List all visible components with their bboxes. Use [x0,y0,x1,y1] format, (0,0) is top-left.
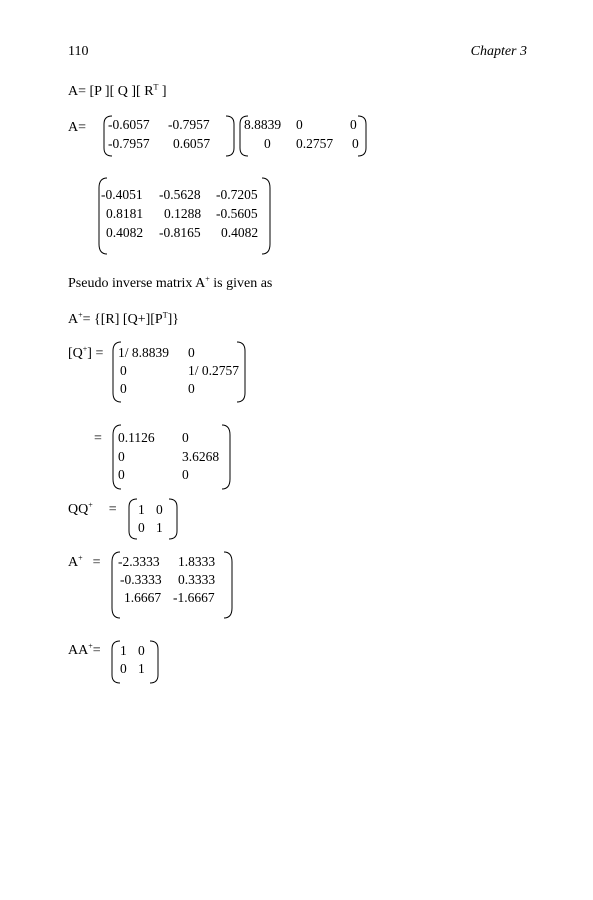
label-A: A= [68,120,87,135]
matrix-cell: -1.6667 [173,590,215,605]
pseudo-inverse-formula: A+= {[R] $[Q+][P^T]$} [68,310,179,327]
matrix-cell: 1/ 0.2757 [188,363,240,378]
label-Qplus: [Q+] = [68,344,104,361]
matrix-cell: 0.1126 [118,430,155,445]
label-QQplus: QQ+ = [68,500,117,517]
matrix-cell: 0 [120,363,127,378]
svd-formula: A= [P ][ Q ][ $R^T$ ] [68,82,167,99]
matrix-cell: 0 [138,643,145,658]
page-number: 110 [68,44,89,59]
matrix-cell: 0 [182,430,189,445]
right-paren [218,423,234,491]
matrix-cell: 3.6268 [182,449,220,464]
matrix-cell: 0 [120,661,127,676]
matrix-cell: -0.5628 [159,187,201,202]
right-paren [220,550,236,620]
matrix-cell: -0.7957 [108,136,150,151]
right-paren [258,176,274,256]
matrix-cell: -0.7957 [168,117,210,132]
matrix-cell: -0.8165 [159,225,201,240]
matrix-cell: 0 [352,136,359,151]
matrix-cell: 0.6057 [173,136,211,151]
matrix-cell: 1.6667 [124,590,162,605]
matrix-cell: -0.5605 [216,206,258,221]
right-paren [146,639,162,685]
matrix-cell: 0.4082 [106,225,144,240]
matrix-cell: 0 [138,520,145,535]
matrix-cell: 0.4082 [221,225,259,240]
matrix-cell: 0 [264,136,271,151]
chapter-title: Chapter 3 [470,44,527,59]
matrix-cell: 1 [120,643,127,658]
matrix-cell: 0 [188,381,195,396]
matrix-cell: 0 [120,381,127,396]
matrix-cell: 0.3333 [178,572,216,587]
matrix-cell: 1 [156,520,163,535]
matrix-cell: 0 [350,117,357,132]
matrix-cell: -0.7205 [216,187,258,202]
right-paren [165,497,181,541]
label-AAplus: AA+= [68,641,101,658]
label-Aplus: A+ = [68,553,101,570]
matrix-cell: 0 [182,467,189,482]
matrix-cell: 1/ 8.8839 [118,345,170,360]
matrix-cell: -2.3333 [118,554,160,569]
matrix-cell: 1.8333 [178,554,216,569]
matrix-cell: 1 [138,502,145,517]
matrix-cell: 1 [138,661,145,676]
matrix-cell: 0.2757 [296,136,334,151]
matrix-cell: 0 [118,467,125,482]
matrix-cell: 0 [296,117,303,132]
matrix-cell: 0 [156,502,163,517]
pseudo-inverse-text: Pseudo inverse matrix A+ is given as [68,274,273,291]
matrix-cell: 8.8839 [244,117,282,132]
matrix-cell: 0.1288 [164,206,202,221]
matrix-cell: -0.6057 [108,117,150,132]
matrix-cell: 0 [118,449,125,464]
matrix-cell: -0.3333 [120,572,162,587]
matrix-cell: 0 [188,345,195,360]
equals-sign: = [94,431,102,446]
matrix-cell: -0.4051 [101,187,143,202]
matrix-cell: 0.8181 [106,206,144,221]
